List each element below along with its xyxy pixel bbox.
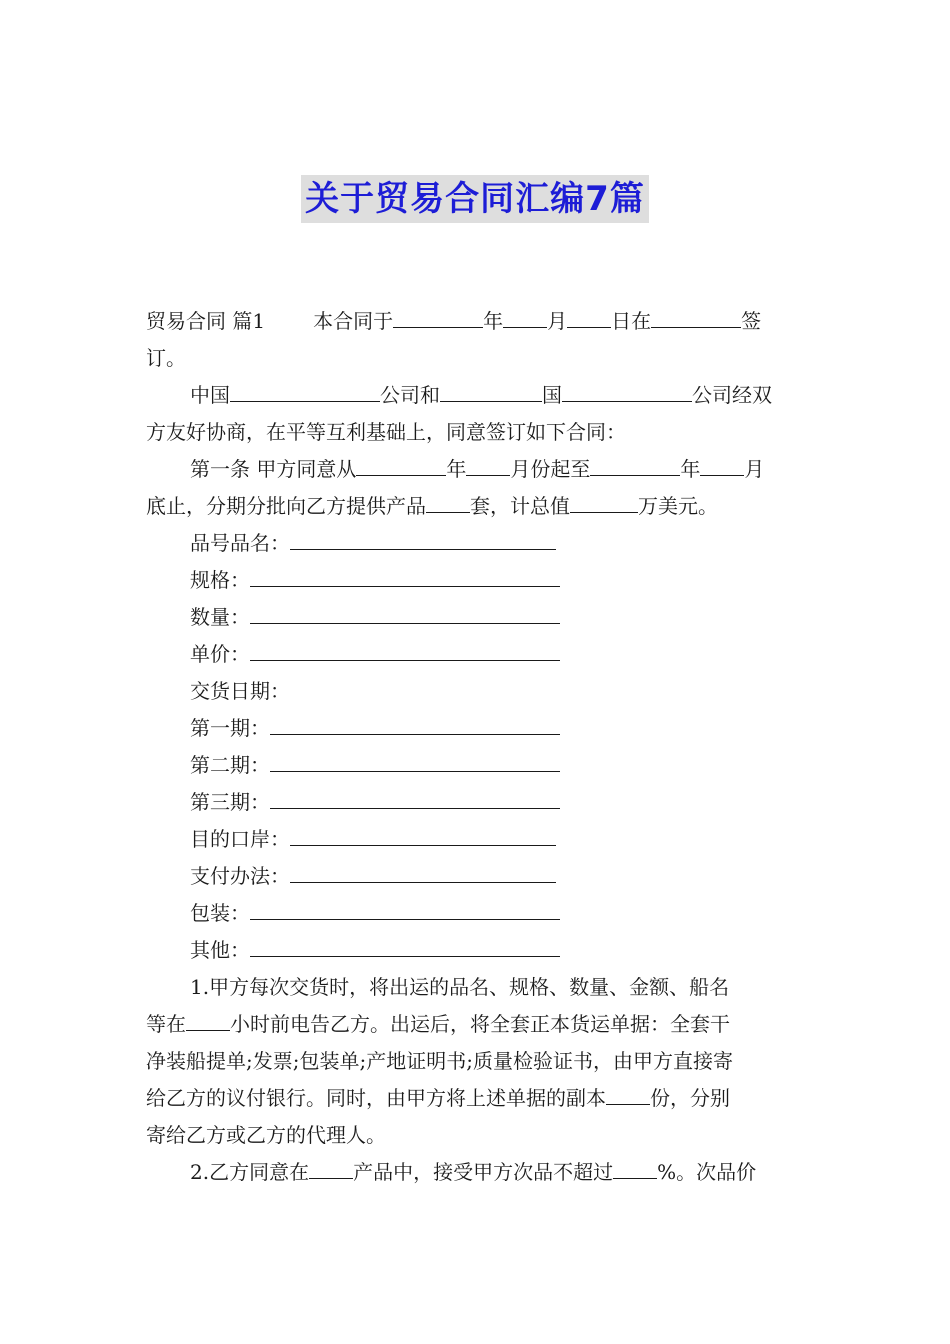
blank bbox=[290, 525, 556, 550]
blank bbox=[503, 303, 547, 328]
item-1-line-2 bbox=[146, 1006, 806, 1043]
blank bbox=[356, 451, 446, 476]
field-phase3 bbox=[146, 784, 806, 821]
text: 签 bbox=[741, 309, 762, 333]
text: 年 bbox=[446, 457, 467, 481]
field-qty bbox=[146, 599, 806, 636]
section-heading: 贸易合同 篇1 bbox=[146, 309, 266, 333]
field-port bbox=[146, 821, 806, 858]
document-body bbox=[146, 303, 806, 1191]
blank bbox=[606, 1080, 650, 1105]
field-label: 单价： bbox=[190, 642, 250, 666]
blank bbox=[309, 1154, 353, 1179]
blank bbox=[700, 451, 744, 476]
blank bbox=[270, 710, 560, 735]
blank bbox=[270, 784, 560, 809]
field-label: 第三期： bbox=[190, 790, 270, 814]
blank bbox=[466, 451, 510, 476]
blank bbox=[570, 488, 638, 513]
field-label: 规格： bbox=[190, 568, 250, 592]
field-spec bbox=[146, 562, 806, 599]
paragraph-3-line-1 bbox=[146, 451, 806, 488]
blank bbox=[250, 932, 560, 957]
field-label: 第二期： bbox=[190, 753, 270, 777]
text: 第一条 甲方同意从 bbox=[190, 457, 357, 481]
item-1-line-3: 净装船提单;发票;包装单;产地证明书;质量检验证书，由甲方直接寄 bbox=[146, 1049, 733, 1073]
text: 月份起至 bbox=[510, 457, 591, 481]
field-name bbox=[146, 525, 806, 562]
item-1-line-5: 寄给乙方或乙方的代理人。 bbox=[146, 1123, 386, 1147]
blank bbox=[250, 599, 560, 624]
text: 公司经双 bbox=[692, 383, 772, 407]
blank bbox=[250, 562, 560, 587]
paragraph-2-line-1 bbox=[146, 377, 806, 414]
field-label: 支付办法： bbox=[190, 864, 290, 888]
paragraph-3-line-2 bbox=[146, 488, 806, 525]
text: 套，计总值 bbox=[470, 494, 570, 518]
field-label: 其他： bbox=[190, 938, 250, 962]
blank bbox=[440, 377, 542, 402]
field-other bbox=[146, 932, 806, 969]
blank bbox=[270, 747, 560, 772]
text: 给乙方的议付银行。同时，由甲方将上述单据的副本 bbox=[146, 1086, 606, 1110]
field-price bbox=[146, 636, 806, 673]
field-date bbox=[146, 673, 806, 710]
item-1-line-4 bbox=[146, 1080, 806, 1117]
text: 底止，分期分批向乙方提供产品 bbox=[146, 494, 426, 518]
paragraph-1-line-2: 订。 bbox=[146, 346, 186, 370]
blank bbox=[567, 303, 611, 328]
text: 月 bbox=[744, 457, 765, 481]
text: 年 bbox=[483, 309, 504, 333]
field-pay bbox=[146, 858, 806, 895]
text: 公司和 bbox=[380, 383, 440, 407]
text: 本合同于 bbox=[313, 309, 394, 333]
blank bbox=[613, 1154, 657, 1179]
text: 产品中，接受甲方次品不超过 bbox=[353, 1160, 614, 1184]
blank bbox=[186, 1006, 230, 1031]
field-label: 包装： bbox=[190, 901, 250, 925]
field-label: 品号品名： bbox=[190, 531, 290, 555]
field-label: 数量： bbox=[190, 605, 250, 629]
field-phase1 bbox=[146, 710, 806, 747]
text: 国 bbox=[542, 383, 562, 407]
text: 月 bbox=[547, 309, 568, 333]
text: %。次品价 bbox=[657, 1160, 757, 1184]
blank bbox=[290, 821, 556, 846]
text: 小时前电告乙方。出运后，将全套正本货运单据：全套干 bbox=[230, 1012, 730, 1036]
text: 日在 bbox=[611, 309, 652, 333]
blank bbox=[230, 377, 380, 402]
field-phase2 bbox=[146, 747, 806, 784]
field-label: 目的口岸： bbox=[190, 827, 290, 851]
item-2-line-1 bbox=[146, 1154, 806, 1191]
item-1-line-1: 1.甲方每次交货时，将出运的品名、规格、数量、金额、船名 bbox=[190, 975, 730, 999]
field-label: 交货日期： bbox=[190, 679, 290, 703]
blank bbox=[250, 895, 560, 920]
text: 年 bbox=[680, 457, 701, 481]
document-title: 关于贸易合同汇编7篇 bbox=[301, 175, 649, 223]
paragraph-1-line-1 bbox=[146, 303, 806, 340]
text: 万美元。 bbox=[638, 494, 718, 518]
text: 2.乙方同意在 bbox=[190, 1160, 310, 1184]
blank bbox=[426, 488, 470, 513]
field-pack bbox=[146, 895, 806, 932]
blank bbox=[651, 303, 741, 328]
text: 份，分别 bbox=[650, 1086, 730, 1110]
blank bbox=[590, 451, 680, 476]
text: 等在 bbox=[146, 1012, 186, 1036]
paragraph-2-line-2: 方友好协商，在平等互利基础上，同意签订如下合同： bbox=[146, 420, 626, 444]
blank bbox=[290, 858, 556, 883]
blank bbox=[250, 636, 560, 661]
blank bbox=[562, 377, 692, 402]
field-label: 第一期： bbox=[190, 716, 270, 740]
title-wrap bbox=[0, 175, 950, 223]
blank bbox=[393, 303, 483, 328]
text: 中国 bbox=[190, 383, 230, 407]
